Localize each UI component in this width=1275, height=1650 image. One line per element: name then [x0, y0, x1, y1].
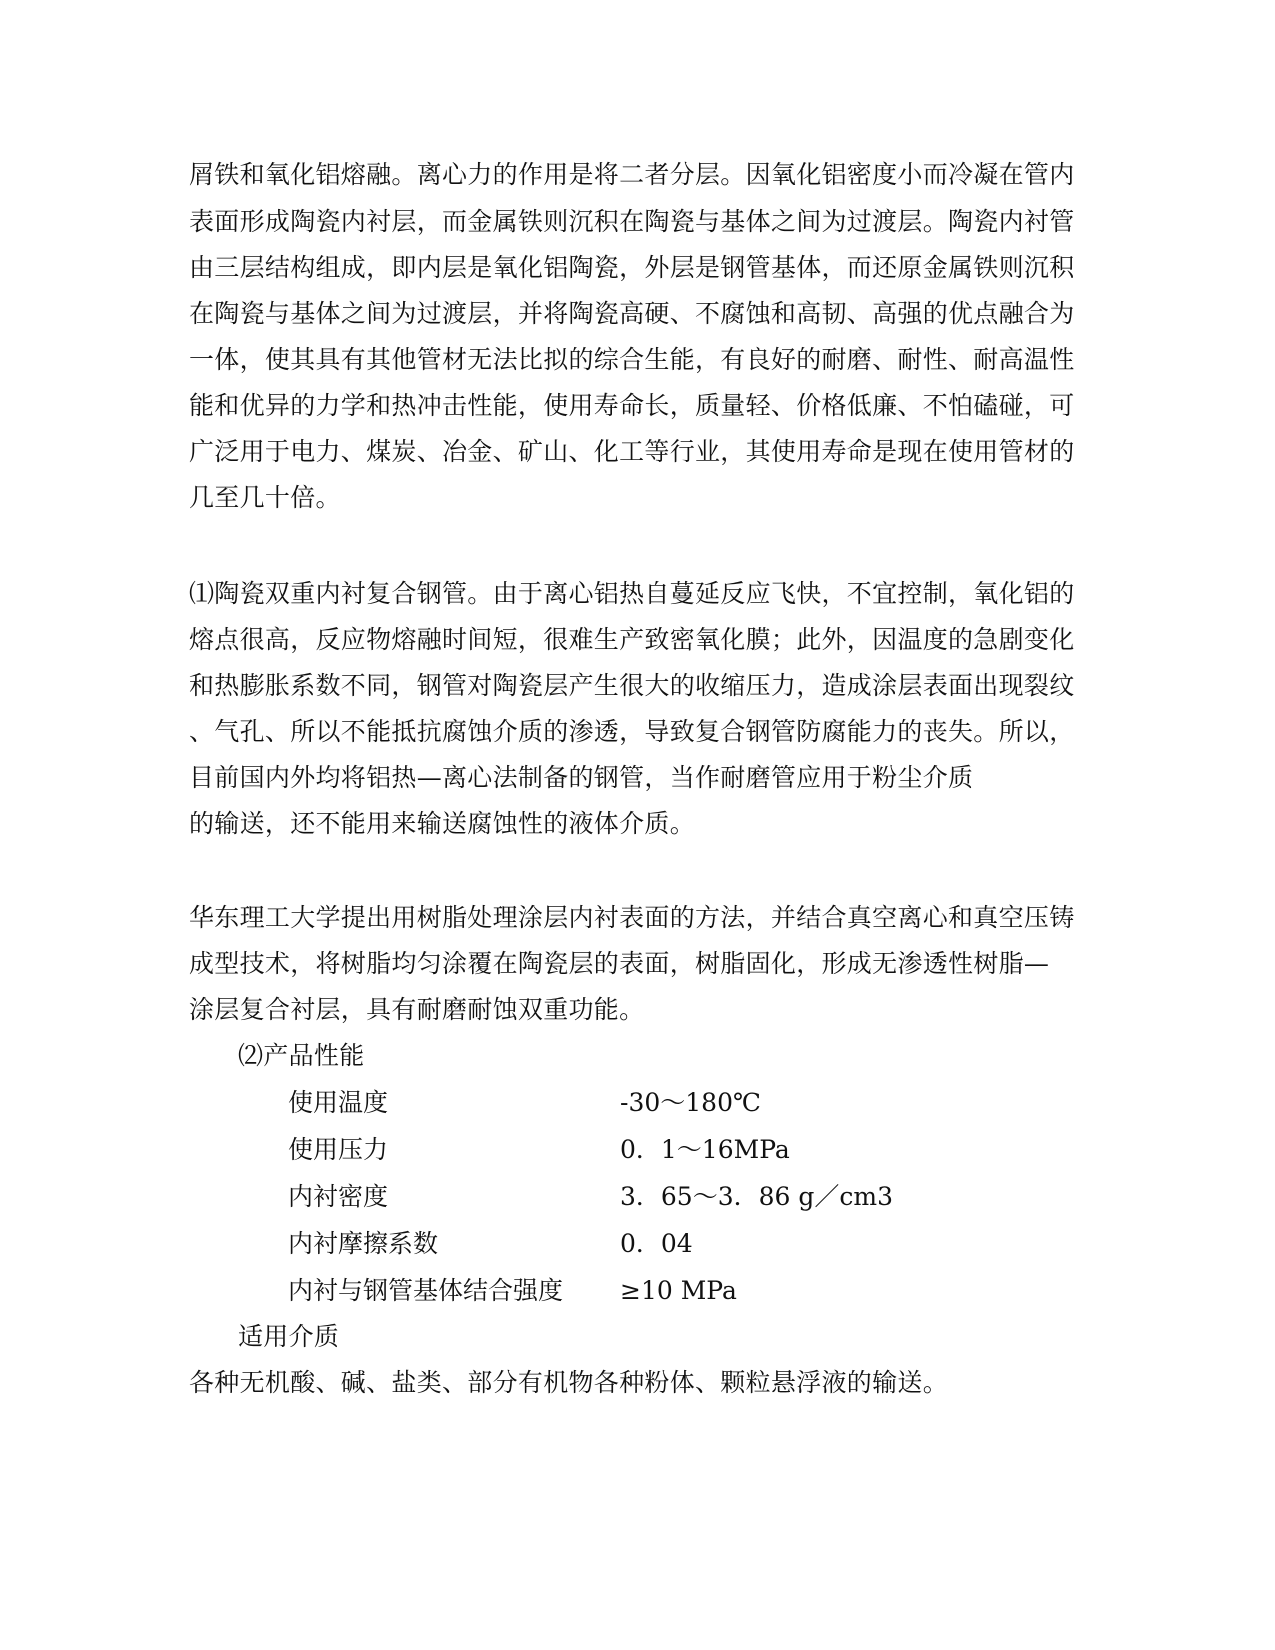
property-label: 使用温度	[288, 1088, 389, 1117]
property-label: 内衬与钢管基体结合强度	[288, 1276, 564, 1305]
paragraph-line: 表面形成陶瓷内衬层，而金属铁则沉积在陶瓷与基体之间为过渡层。陶瓷内衬管	[189, 207, 1075, 236]
paragraph-line: 广泛用于电力、煤炭、冶金、矿山、化工等行业，其使用寿命是现在使用管材的	[189, 437, 1075, 466]
media-heading: 适用介质	[238, 1322, 340, 1351]
property-value: 3．65～3．86 g／cm3	[620, 1182, 893, 1211]
property-value: ≥10 MPa	[620, 1276, 737, 1305]
paragraph-line: 华东理工大学提出用树脂处理涂层内衬表面的方法，并结合真空离心和真空压铸	[189, 903, 1075, 932]
property-value: 0．1～16MPa	[620, 1135, 790, 1164]
media-text: 各种无机酸、碱、盐类、部分有机物各种粉体、颗粒悬浮液的输送。	[189, 1368, 949, 1397]
paragraph-line: 熔点很高，反应物熔融时间短，很难生产致密氧化膜；此外，因温度的急剧变化	[189, 625, 1075, 654]
paragraph-line: 目前国内外均将铝热—离心法制备的钢管，当作耐磨管应用于粉尘介质	[189, 763, 974, 792]
property-label: 内衬摩擦系数	[288, 1229, 439, 1258]
paragraph-line: 几至几十倍。	[189, 483, 341, 512]
paragraph-line: 一体，使其具有其他管材无法比拟的综合生能，有良好的耐磨、耐性、耐高温性	[189, 345, 1075, 374]
paragraph-line: 能和优异的力学和热冲击性能，使用寿命长，质量轻、价格低廉、不怕磕碰，可	[189, 391, 1075, 420]
property-label: 使用压力	[288, 1135, 389, 1164]
paragraph-line: 涂层复合衬层，具有耐磨耐蚀双重功能。	[189, 995, 645, 1024]
paragraph-line: 在陶瓷与基体之间为过渡层，并将陶瓷高硬、不腐蚀和高韧、高强的优点融合为	[189, 299, 1075, 328]
paragraph-line: 的输送，还不能用来输送腐蚀性的液体介质。	[189, 809, 696, 838]
paragraph-line: 屑铁和氧化铝熔融。离心力的作用是将二者分层。因氧化铝密度小而冷凝在管内	[189, 160, 1075, 189]
property-value: 0．04	[620, 1229, 693, 1258]
section-heading-product-performance: ⑵产品性能	[238, 1041, 365, 1070]
property-value: -30～180℃	[620, 1088, 761, 1117]
paragraph-line: 由三层结构组成，即内层是氧化铝陶瓷，外层是钢管基体，而还原金属铁则沉积	[189, 253, 1075, 282]
paragraph-line: 和热膨胀系数不同，钢管对陶瓷层产生很大的收缩压力，造成涂层表面出现裂纹	[189, 671, 1075, 700]
paragraph-line: 成型技术，将树脂均匀涂覆在陶瓷层的表面，树脂固化，形成无渗透性树脂—	[189, 949, 1050, 978]
paragraph-line: 、气孔、所以不能抵抗腐蚀介质的渗透，导致复合钢管防腐能力的丧失。所以，	[189, 717, 1075, 746]
paragraph-line: ⑴陶瓷双重内衬复合钢管。由于离心铝热自蔓延反应飞快，不宜控制，氧化铝的	[189, 579, 1075, 608]
property-label: 内衬密度	[288, 1182, 389, 1211]
